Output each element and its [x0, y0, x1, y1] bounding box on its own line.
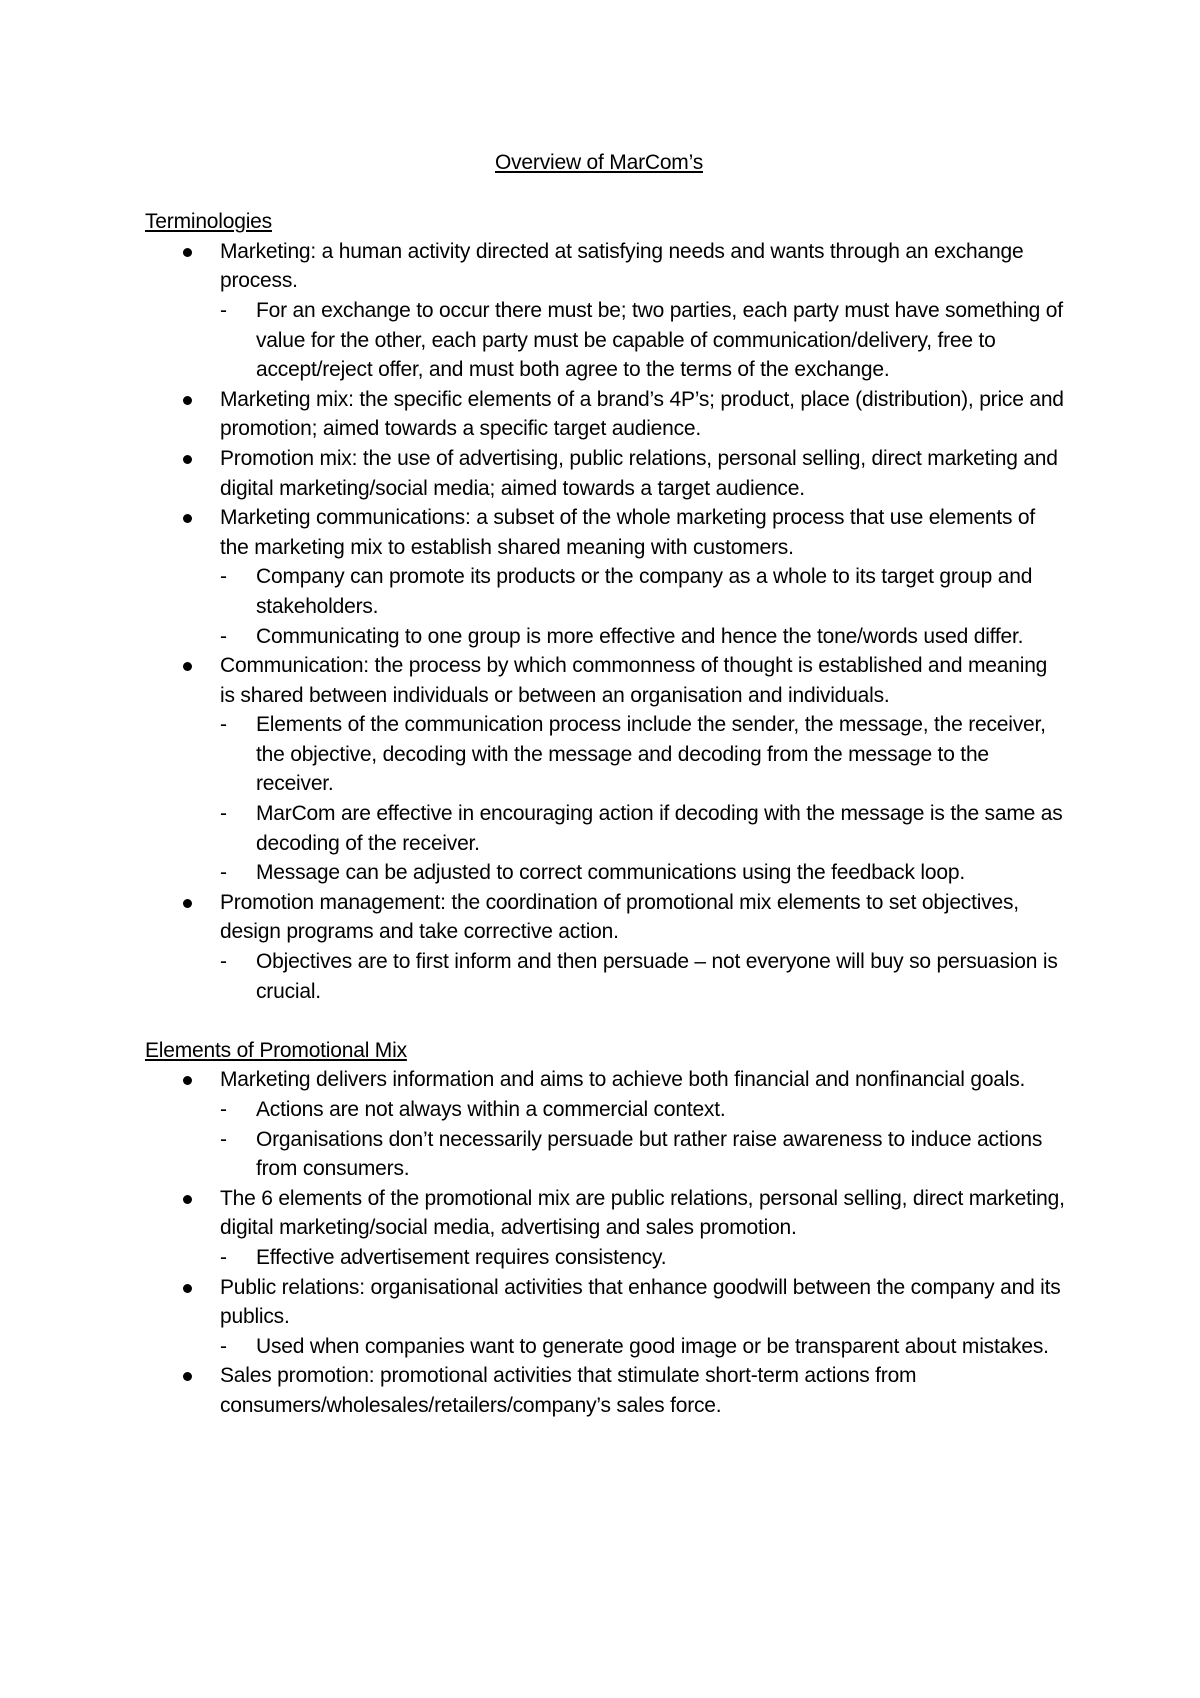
- bullet-icon: [183, 1076, 192, 1085]
- list-item-text: Promotion mix: the use of advertising, public relations, personal selling, direct marketing and digital marketing/social media; aimed towards a target audience.: [220, 446, 1058, 500]
- sub-list: [220, 1332, 1065, 1362]
- dash-icon: -: [220, 1098, 227, 1121]
- sub-item: [220, 1125, 1065, 1184]
- list-item-text: Communication: the process by which commonness of thought is established and meaning is shared between individuals or between an organisation and individuals.: [220, 654, 1048, 707]
- dash-icon: -: [220, 713, 227, 737]
- section-heading: Terminologies: [145, 210, 272, 234]
- bullet-list: [145, 1065, 1065, 1420]
- bullet-icon: [183, 1195, 192, 1204]
- sub-list: [220, 296, 1065, 385]
- list-item: [145, 1273, 1065, 1362]
- bullet-icon: [183, 248, 192, 257]
- list-item-text: Marketing mix: the specific elements of a brand’s 4P’s; product, place (distribution), price and promotion; aimed towards a specific target audience.: [220, 387, 1064, 441]
- bullet-icon: [183, 1284, 192, 1293]
- list-item-text: Promotion management: the coordination of promotional mix elements to set objectives, design programs and take corrective action.: [220, 890, 1019, 944]
- dash-icon: -: [220, 624, 227, 648]
- sub-item-text: For an exchange to occur there must be; two parties, each party must have something of value for the other, each party must be capable of communication/delivery, free to accept/reject offer, and must both agree to the terms of the exchange.: [256, 298, 1063, 382]
- section-gap: [145, 1006, 1065, 1036]
- sub-item: [220, 799, 1065, 858]
- sub-item-text: MarCom are effective in encouraging action if decoding with the message is the same as decoding of the receiver.: [256, 802, 1063, 855]
- sub-item: [220, 1332, 1065, 1362]
- sub-item-text: Actions are not always within a commercial context.: [256, 1098, 726, 1121]
- sub-item-text: Elements of the communication process include the sender, the message, the receiver, the objective, decoding with the message and decoding from the message to the receiver.: [256, 713, 1046, 796]
- sub-item: [220, 1095, 1065, 1125]
- section-terminologies: [145, 207, 1065, 1006]
- sub-list: [220, 947, 1065, 1006]
- dash-icon: -: [220, 861, 227, 885]
- sub-item: [220, 1243, 1065, 1273]
- dash-icon: -: [220, 298, 227, 322]
- sub-item: [220, 858, 1065, 888]
- list-item: [145, 385, 1065, 444]
- sub-list: [220, 1243, 1065, 1273]
- bullet-icon: [183, 396, 192, 405]
- bullet-icon: [183, 514, 192, 523]
- list-item-text: Public relations: organisational activities that enhance goodwill between the company and its publics.: [220, 1275, 1061, 1329]
- bullet-icon: [183, 662, 192, 671]
- bullet-icon: [183, 1372, 192, 1381]
- dash-icon: -: [220, 802, 227, 826]
- list-item-text: Marketing: a human activity directed at satisfying needs and wants through an exchange process.: [220, 239, 1024, 293]
- sub-item-text: Objectives are to first inform and then persuade – not everyone will buy so persuasion is crucial.: [256, 950, 1058, 1003]
- list-item-text: The 6 elements of the promotional mix are public relations, personal selling, direct marketing, digital marketing/social media, advertising and sales promotion.: [220, 1186, 1065, 1240]
- sub-item-text: Message can be adjusted to correct communications using the feedback loop.: [256, 861, 965, 885]
- dash-icon: -: [220, 1334, 227, 1358]
- dash-icon: -: [220, 1245, 227, 1269]
- dash-icon: -: [220, 950, 227, 974]
- section-elements-of-promotional-mix: [145, 1036, 1065, 1421]
- list-item: [145, 1361, 1065, 1420]
- list-item: [145, 1065, 1065, 1183]
- sub-list: [220, 1095, 1065, 1184]
- sub-list: [220, 562, 1065, 651]
- page-title: Overview of MarCom’s: [495, 151, 703, 174]
- sub-item-text: Communicating to one group is more effective and hence the tone/words used differ.: [256, 624, 1024, 648]
- sub-item: [220, 710, 1065, 799]
- document-body: [145, 148, 1065, 1421]
- bullet-icon: [183, 455, 192, 464]
- list-item: [145, 1184, 1065, 1273]
- sub-list: [220, 710, 1065, 888]
- sub-item-text: Organisations don’t necessarily persuade but rather raise awareness to induce actions from consumers.: [256, 1127, 1043, 1181]
- sub-item: [220, 622, 1065, 652]
- sub-item: [220, 562, 1065, 621]
- list-item: [145, 888, 1065, 1006]
- sub-item-text: Used when companies want to generate good image or be transparent about mistakes.: [256, 1334, 1049, 1358]
- dash-icon: -: [220, 565, 227, 589]
- list-item-text: Marketing delivers information and aims to achieve both financial and nonfinancial goals.: [220, 1068, 1026, 1092]
- list-item-text: Marketing communications: a subset of the whole marketing process that use elements of the marketing mix to establish shared meaning with customers.: [220, 506, 1036, 559]
- sub-item-text: Effective advertisement requires consistency.: [256, 1245, 667, 1269]
- list-item: [145, 444, 1065, 503]
- sub-item: [220, 296, 1065, 385]
- dash-icon: -: [220, 1127, 227, 1151]
- sub-item-text: Company can promote its products or the company as a whole to its target group and stakeholders.: [256, 565, 1033, 618]
- sub-item: [220, 947, 1065, 1006]
- bullet-icon: [183, 899, 192, 908]
- list-item: [145, 237, 1065, 385]
- section-heading: Elements of Promotional Mix: [145, 1038, 407, 1062]
- list-item-text: Sales promotion: promotional activities that stimulate short-term actions from consumers/wholesales/retailers/company’s sales force.: [220, 1364, 917, 1417]
- list-item: [145, 503, 1065, 651]
- list-item: [145, 651, 1065, 888]
- bullet-list: [145, 237, 1065, 1006]
